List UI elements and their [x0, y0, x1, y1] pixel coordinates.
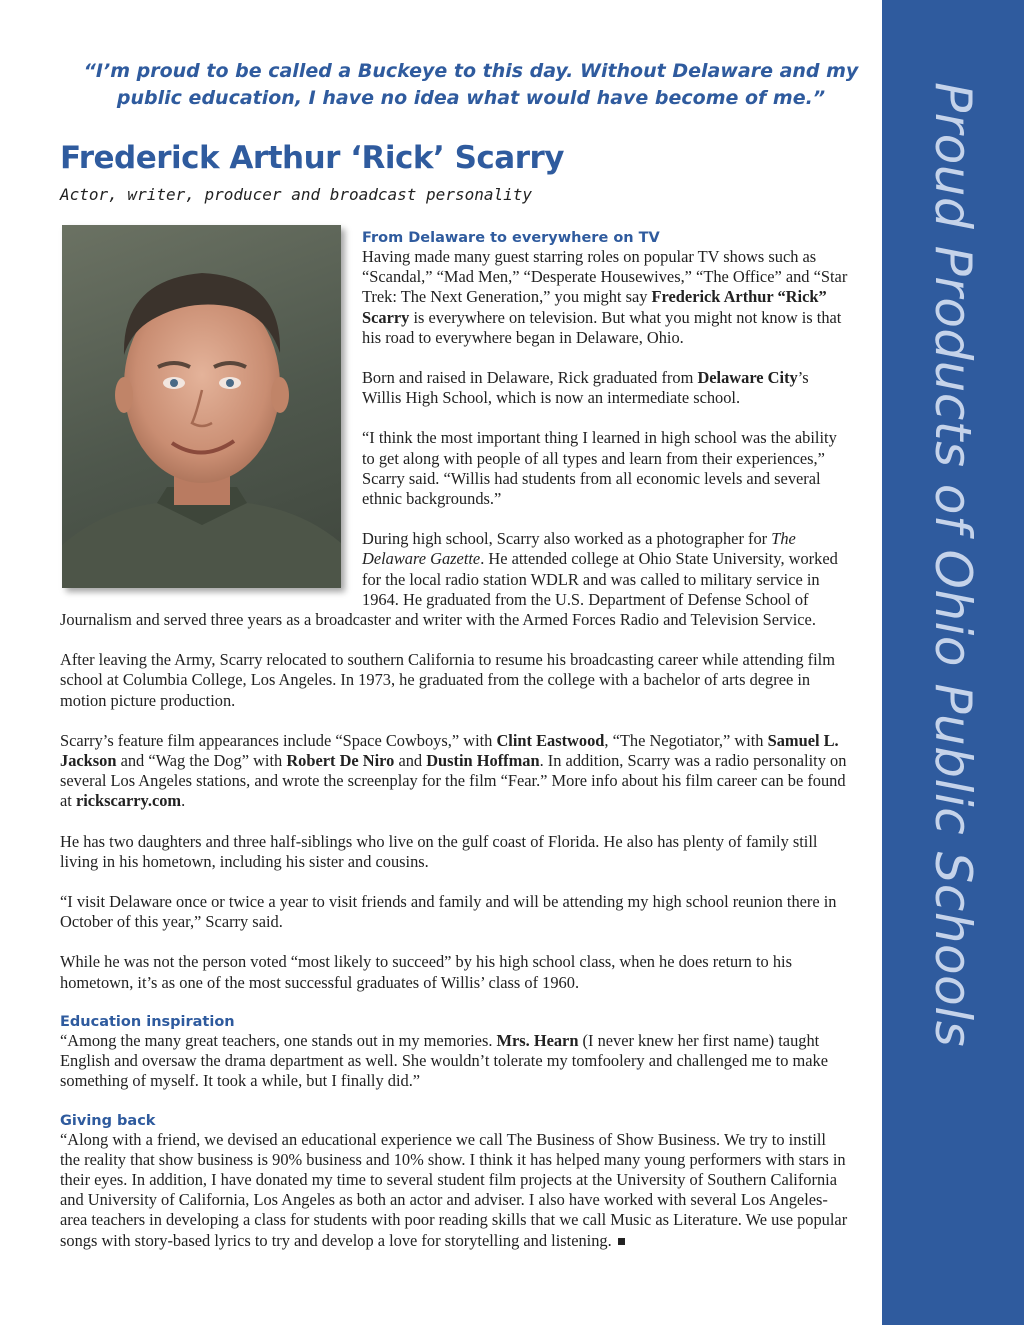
paragraph: During high school, Scarry also worked as a photographer for The Delaware Gazette. He attended college at Ohio State University, worked for the local radio station WDLR and was called to military service in 1964. He graduated from the U.S. Department of Defense School of Journalism and served three years as a broadcaster and writer with the Armed Forces Radio and Television Service. [60, 529, 838, 630]
paragraph: After leaving the Army, Scarry relocated to southern California to resume his broadcasting career while attending film school at Columbia College, Los Angeles. In 1973, he graduated from the college with a bachelor of arts degree in motion picture production. [60, 650, 835, 710]
page-title: Frederick Arthur ‘Rick’ Scarry [60, 140, 564, 176]
page-subtitle: Actor, writer, producer and broadcast personality [60, 185, 533, 204]
paragraph: Having made many guest starring roles on popular TV shows such as “Scandal,” “Mad Men,” “Desperate Housewives,” “The Office” and “Star Trek: The Next Generation,” you might say Frederick Arthur “Rick” Scarry is everywhere on television. But what you might not know is that his road to everywhere began in Delaware, Ohio. [362, 247, 848, 347]
section-heading-giving-back: Giving back [60, 1112, 156, 1129]
pull-quote: “I’m proud to be called a Buckeye to this day. Without Delaware and my public education, I have no idea what would have become of me.” [83, 60, 859, 109]
website-link: rickscarry.com [75, 791, 182, 811]
paragraph: Scarry’s feature film appearances include “Space Cowboys,” with Clint Eastwood, “The Negotiator,” with Samuel L. Jackson and “Wag the Dog” with Robert De Niro and Dustin Hoffman. In addition, Scarry was a radio personality on several Los Angeles stations, and wrote the screenplay for the film “Fear.” More info about his film career can be found at rickscarry.com. [60, 730, 847, 811]
paragraph: “I think the most important thing I learned in high school was the ability to get along with people of all types and learn from their experiences,” Scarry said. “Willis had students from all economic levels and several ethnic backgrounds.” [362, 428, 837, 509]
paragraph: “Along with a friend, we devised an educational experience we call The Business of Show Business. We try to instill the reality that show business is 90% business and 10% show. I think it has helped many young performers with stars in their eyes. In addition, I have donated my time to several student film projects at the University of Southern California and University of California, Los Angeles as both an actor and adviser. I also have worked with several Los Angeles-area teachers in developing a class for students with poor reading skills that we call Music as Literature. We use popular songs with story-based lyrics to try and develop a love for storytelling and listening. [60, 1129, 848, 1250]
paragraph: Born and raised in Delaware, Rick graduated from Delaware City’s Willis High School, which is now an intermediate school. [362, 368, 809, 408]
sidebar-title: Proud Products of Ohio Public Schools [924, 82, 982, 1048]
section-heading-education: Education inspiration [60, 1013, 235, 1030]
paragraph: While he was not the person voted “most likely to succeed” by his high school class, when he does return to his hometown, it’s as one of the most successful graduates of Willis’ class of 1960. [60, 952, 792, 992]
photo-wrap-spacer [60, 229, 362, 609]
paragraph: He has two daughters and three half-siblings who live on the gulf coast of Florida. He also has plenty of family still living in his hometown, including his sister and cousins. [60, 831, 818, 871]
end-mark [618, 1238, 625, 1245]
section-heading-delaware: From Delaware to everywhere on TV [362, 230, 660, 246]
paragraph: “I visit Delaware once or twice a year to visit friends and family and will be attending my high school reunion there in October of this year,” Scarry said. [60, 892, 837, 932]
paragraph: “Among the many great teachers, one stands out in my memories. Mrs. Hearn (I never knew her first name) taught English and oversaw the drama department as well. She wouldn’t tolerate my tomfoolery and challenged me to make something of myself. It took a while, but I finally did.” [60, 1030, 829, 1091]
article-body [60, 229, 850, 1271]
